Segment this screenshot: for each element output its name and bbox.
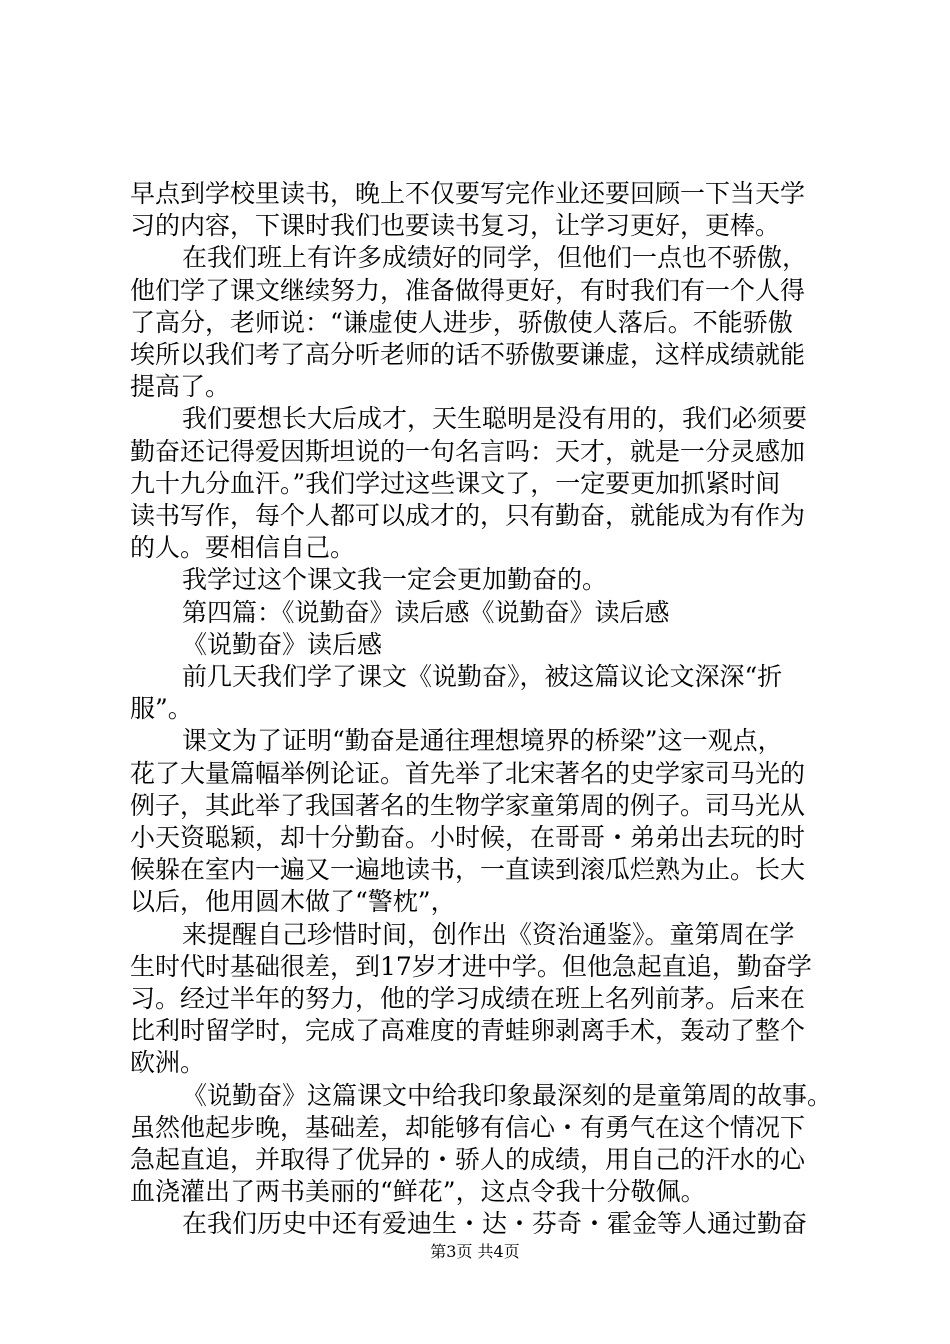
text-line: 勤奋还记得爱因斯坦说的一句名言吗：天才，就是一分灵感加	[130, 436, 806, 466]
text-line: 第四篇：《说勤奋》读后感《说勤奋》读后感	[182, 597, 670, 627]
text-line: 我学过这个课文我一定会更加勤奋的。	[182, 565, 608, 595]
text-line: 《说勤奋》读后感	[182, 629, 383, 659]
text-line: 了高分，老师说：“谦虚使人进步，骄傲使人落后。不能骄傲	[130, 307, 793, 337]
text-line: 习的内容，下课时我们也要读书复习，让学习更好，更棒。	[130, 211, 781, 241]
text-line: 我们要想长大后成才，天生聪明是没有用的，我们必须要	[182, 404, 808, 434]
text-line: 《说勤奋》这篇课文中给我印象最深刻的是童第周的故事。	[182, 1080, 833, 1110]
page-footer	[0, 1240, 950, 1264]
text-line: 生时代时基础很差，到17岁才进中学。但他急起直追，勤奋学	[130, 951, 812, 981]
text-line: 欧洲。	[130, 1048, 206, 1078]
text-line: 习。经过半年的努力，他的学习成绩在班上名列前茅。后来在	[130, 984, 806, 1013]
text-line: 埃所以我们考了高分听老师的话不骄傲要谦虚，这样成绩就能	[130, 340, 806, 369]
text-line: 比利时留学时，完成了高难度的青蛙卵剥离手术，轰动了整个	[130, 1016, 806, 1046]
text-line: 例子，其此举了我国著名的生物学家童第周的例子。司马光从	[130, 790, 806, 820]
text-line: 他们学了课文继续努力，准备做得更好，有时我们有一个人得	[130, 275, 806, 305]
text-line: 花了大量篇幅举例论证。首先举了北宋著名的史学家司马光的	[130, 758, 806, 788]
page-number: 第3页 共4页	[430, 1242, 520, 1261]
text-line: 读书写作，每个人都可以成才的，只有勤奋，就能成为有作为	[130, 501, 806, 530]
text-line: 早点到学校里读书，晚上不仅要写完作业还要回顾一下当天学	[130, 179, 806, 208]
text-line: 在我们历史中还有爱迪生・达・芬奇・霍金等人通过勤奋	[182, 1209, 808, 1239]
text-line: 的人。要相信自己。	[130, 533, 356, 563]
text-line: 来提醒自己珍惜时间，创作出《资治通鉴》。童第周在学	[182, 919, 795, 949]
text-line: 前几天我们学了课文《说勤奋》，被这篇议论文深深“折	[182, 662, 783, 691]
text-line: 以后，他用圆木做了“警枕”，	[130, 887, 456, 917]
text-line: 候躲在室内一遍又一遍地读书，一直读到滚瓜烂熟为止。长大	[130, 855, 806, 885]
text-line: 在我们班上有许多成绩好的同学，但他们一点也不骄傲，	[182, 243, 808, 273]
text-line: 九十九分血汗。”我们学过这些课文了，一定要更加抓紧时间	[130, 468, 781, 498]
text-line: 急起直追，并取得了优异的・骄人的成绩，用自己的汗水的心	[130, 1145, 806, 1174]
text-line: 虽然他起步晚，基础差，却能够有信心・有勇气在这个情况下	[130, 1112, 806, 1142]
text-line: 服”。	[130, 694, 193, 724]
text-line: 课文为了证明“勤奋是通往理想境界的桥梁”这一观点，	[182, 726, 783, 756]
text-line: 小天资聪颖，却十分勤奋。小时候，在哥哥・弟弟出去玩的时	[130, 823, 806, 852]
text-line: 血浇灌出了两书美丽的“鲜花”，这点令我十分敬佩。	[130, 1177, 706, 1207]
text-line: 提高了。	[130, 372, 231, 402]
